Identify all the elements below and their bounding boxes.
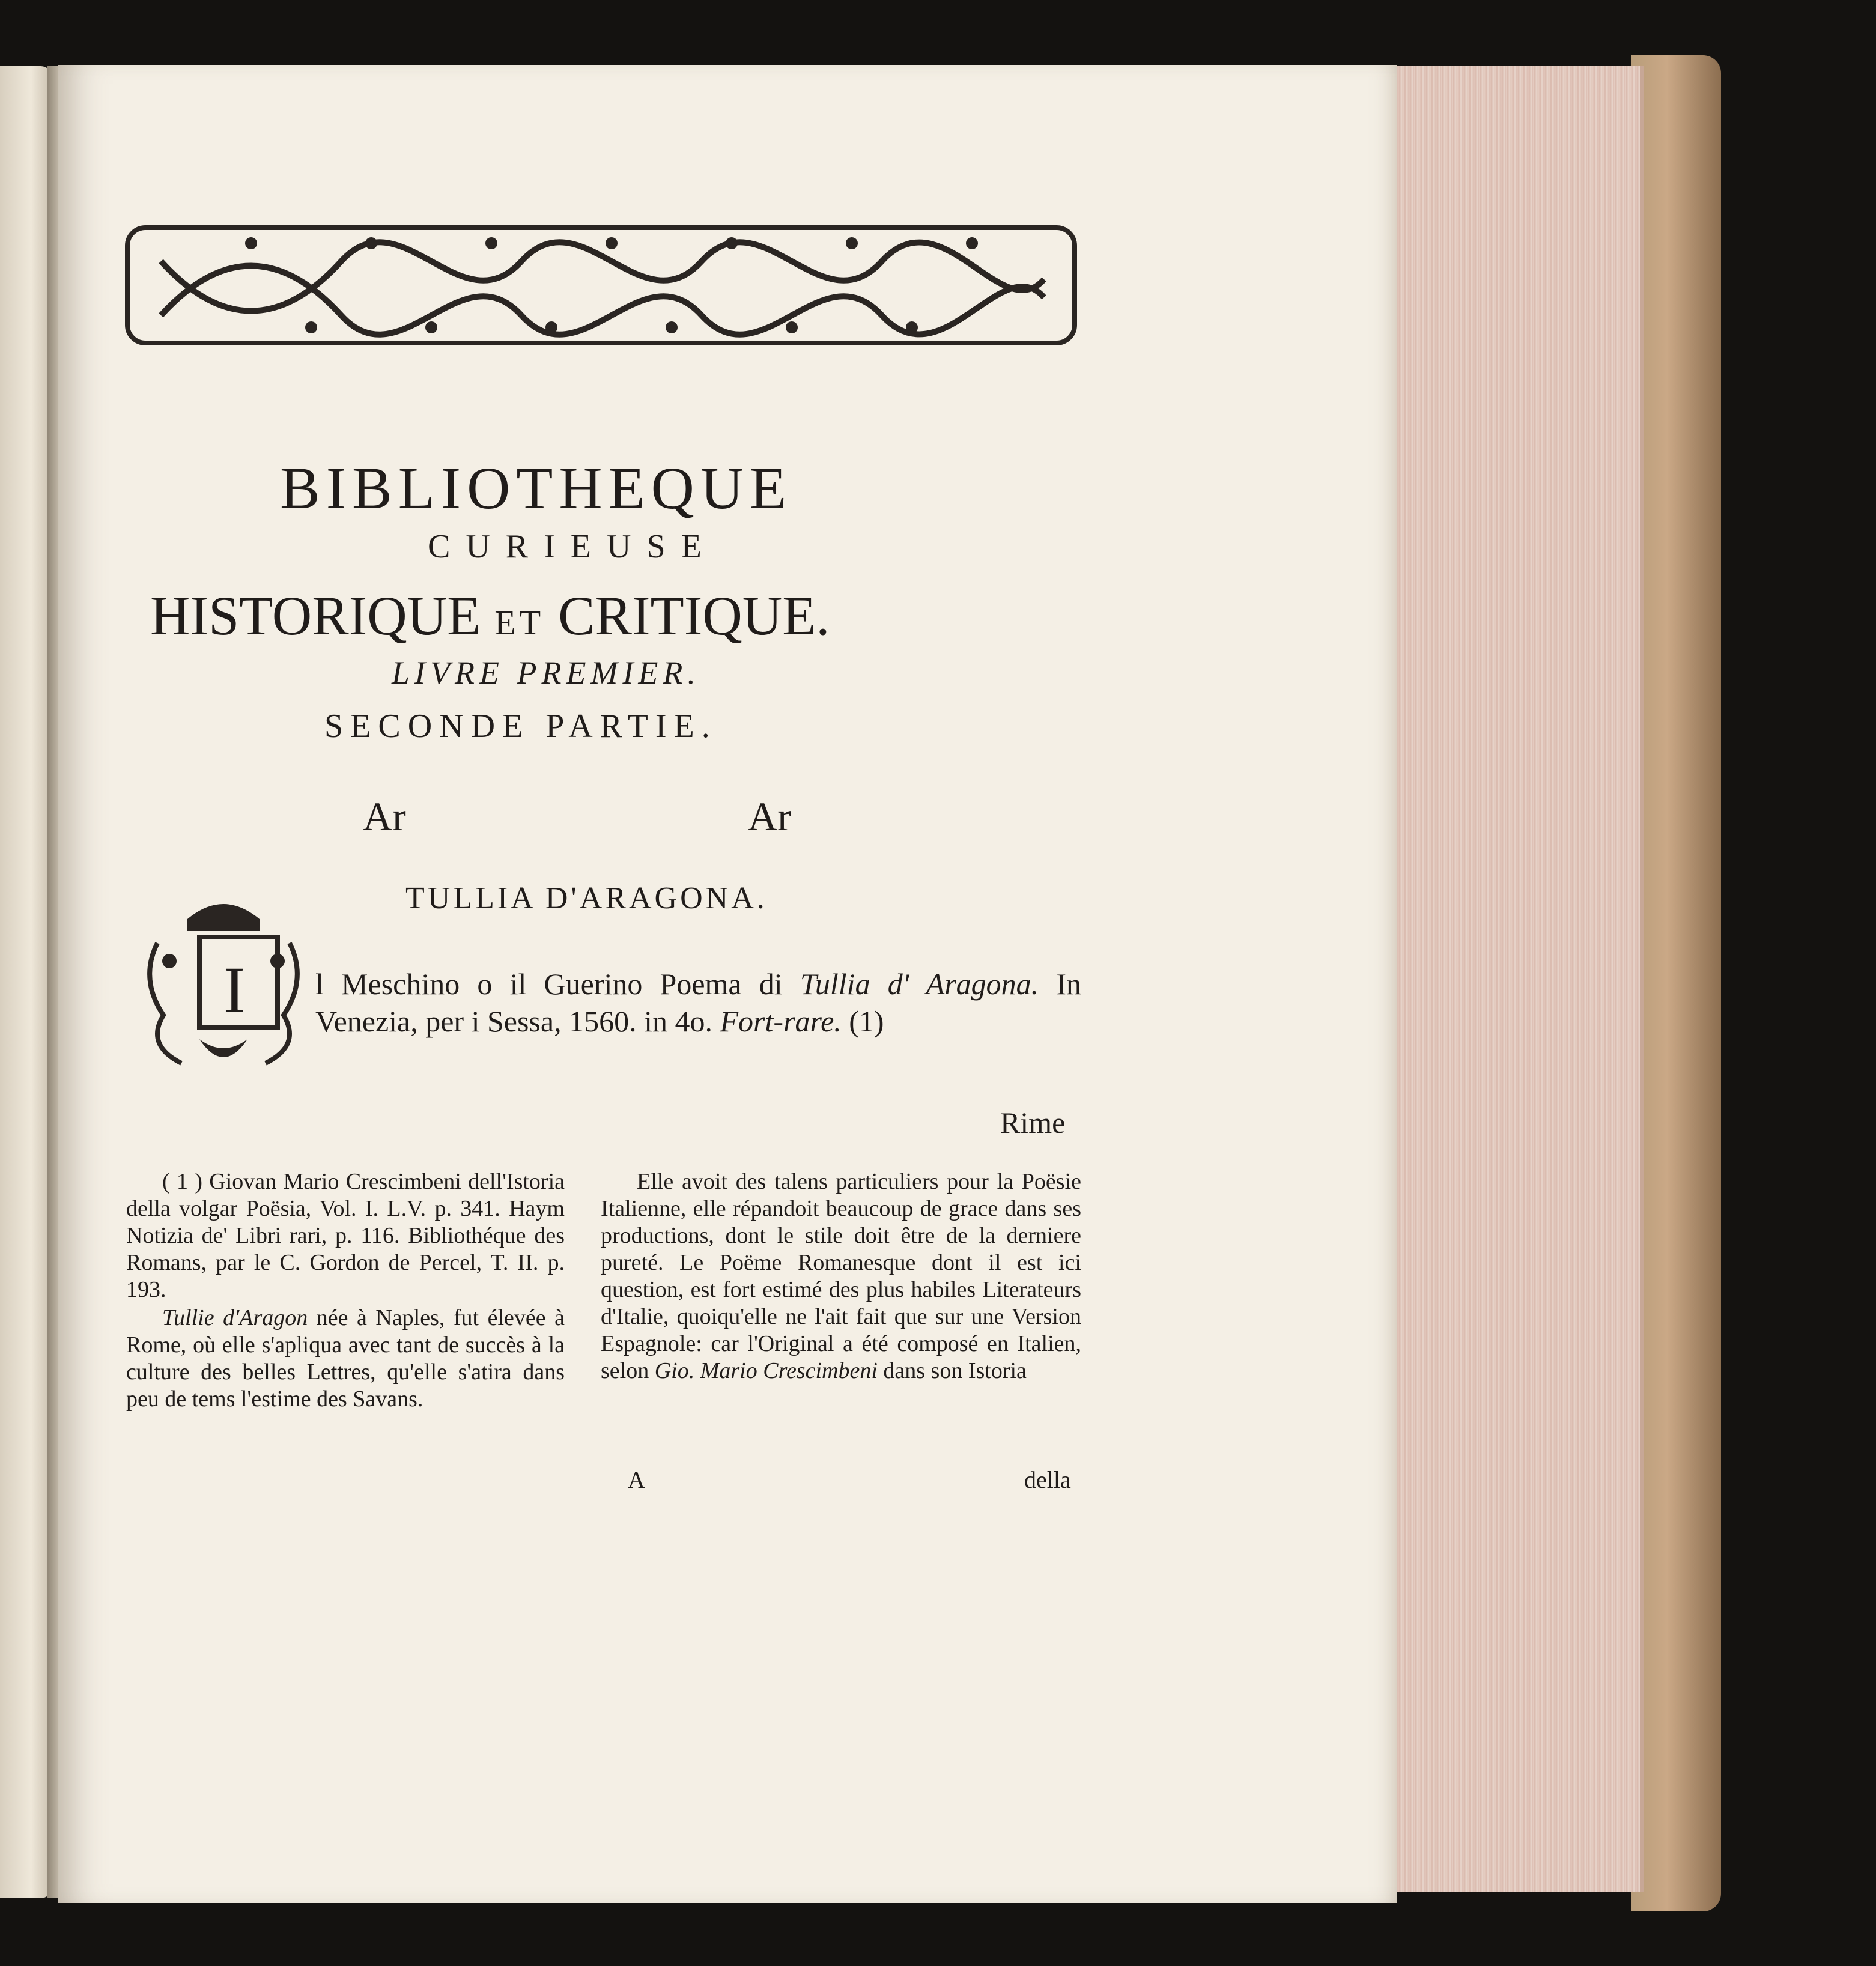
facing-page-edge (0, 66, 52, 1898)
left-column (126, 1168, 565, 1414)
entry-text-a: l Meschino o il Guerino Poema di (315, 967, 800, 1001)
livre-premier: LIVRE PREMIER. (392, 655, 700, 691)
running-head-right: Ar (748, 793, 791, 839)
commentary-paragraph (601, 1168, 1081, 1385)
entry-italic-author: Tullia d' Aragona. (800, 967, 1039, 1001)
drop-initial: I (223, 953, 246, 1027)
biography-italic-name: Tullie d'Aragon (162, 1305, 308, 1330)
title-historique: HISTORIQUE (150, 585, 481, 646)
seconde-partie: SECONDE PARTIE. (324, 708, 717, 745)
decorative-headpiece (125, 225, 1077, 345)
entry-text-b: In Venezia, per i Sessa, 1560. in 4o. (315, 967, 1082, 1038)
catchword-bottom: della (1024, 1466, 1071, 1493)
title-critique: CRITIQUE. (558, 585, 830, 646)
biography-paragraph (126, 1305, 565, 1413)
signature-mark: A (628, 1466, 645, 1493)
running-head-left: Ar (363, 793, 406, 839)
biography-text: née à Naples, fut élevée à Rome, où elle s'apliqua avec tant de succès à la culture des belles Lettres, qu'elle s'atira dans peu de tems l'estime des Savans. (126, 1305, 565, 1412)
title-et: ET (494, 603, 545, 642)
entry-author-heading: TULLIA D'ARAGONA. (405, 881, 768, 915)
entry-text (315, 965, 1081, 1040)
book-cover-board (1631, 55, 1721, 1911)
commentary-text-b: dans son Istoria (877, 1358, 1027, 1383)
catchword-top: Rime (1000, 1106, 1066, 1139)
footnote-paragraph: ( 1 ) Giovan Mario Crescimbeni dell'Istoria della volgar Poësia, Vol. I. L.V. p. 341. Haym Notizia de' Libri rari, p. 116. Bibliothéque des Romans, par le C. Gordon de Percel, T. II. p. 193. (126, 1169, 565, 1302)
commentary-italic-name: Gio. Mario Crescimbeni (654, 1358, 878, 1383)
right-column (601, 1168, 1081, 1385)
commentary-text-a: Elle avoit des talens particuliers pour la Poësie Italienne, elle répandoit beaucoup de grace dans ses productions, dont le stile doit être de la derniere pureté. Le Poëme Romanesque dont il est ici question, est fort estimé des plus habiles Literateurs d'Italie, quoiqu'elle ne l'ait fait que sur une Version Espagnole: car l'Original a été composé en Italien, selon (601, 1169, 1081, 1383)
title-curieuse: CURIEUSE (428, 528, 717, 565)
entry-footnote-ref: (1) (841, 1004, 884, 1038)
entry-italic-rarity: Fort-rare. (720, 1004, 842, 1038)
title-historique-critique (150, 584, 830, 648)
page-fore-edge (1382, 66, 1644, 1892)
title-bibliotheque: BIBLIOTHEQUE (280, 455, 793, 521)
